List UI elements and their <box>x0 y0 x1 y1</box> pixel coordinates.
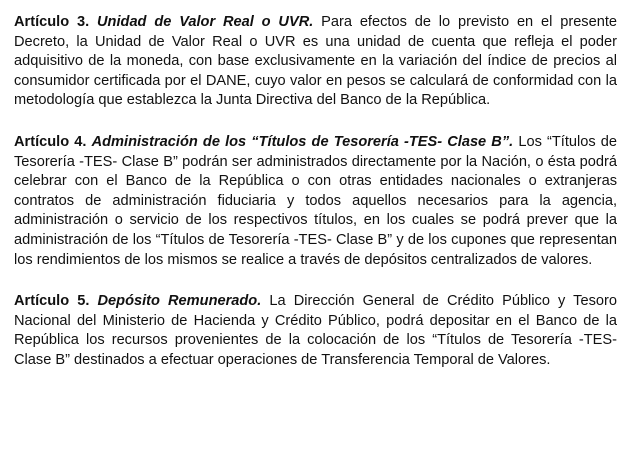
article-5-body: La Dirección General de Crédito Público y Tesoro Nacional del Ministerio de Hacienda y Crédito Público, podrá depositar en el Banco de la República los recursos provenientes de la colocación de los “Títulos de Tesorería -TES- Clase B” destinados a efectuar operaciones de Transferencia Temporal de Valores. <box>14 293 617 368</box>
document-body <box>14 13 617 393</box>
article-3-number: Artículo 3. <box>14 14 90 30</box>
article-5 <box>14 292 617 370</box>
article-4-title: Administración de los “Títulos de Tesorería -TES- Clase B”. <box>91 133 514 150</box>
article-3-body: Para efectos de lo previsto en el presente Decreto, la Unidad de Valor Real o UVR es una unidad de cuenta que refleja el poder adquisitivo de la moneda, con base exclusivamente en la variación del índice de precios al consumidor certificada por el DANE, cuyo valor en pesos se calculará de conformidad con la metodología que establezca la Junta Directiva del Banco de la República. <box>14 14 618 109</box>
article-5-number: Artículo 5. <box>14 293 90 310</box>
article-4 <box>14 133 617 270</box>
article-5-title: Depósito Remunerado. <box>97 293 262 310</box>
article-3-title: Unidad de Valor Real o UVR. <box>97 14 314 30</box>
article-4-body: Los “Títulos de Tesorería -TES- Clase B” podrán ser administrados directamente por la Nación, o ésta podrá celebrar con el Banco de la República o con otras entidades nacionales o extranjeras contratos de administración fiduciaria y todos aquellos necesarios para la agencia, administración o servicio de los respectivos títulos, en los cuales se podrá prever que la administración de los “Títulos de Tesorería -TES- Clase B” y de los cupones que representan los rendimientos de los mismos se realice a través de depósitos centralizados de valores. <box>14 133 618 268</box>
article-3 <box>14 13 617 111</box>
article-4-number: Artículo 4. <box>14 133 87 150</box>
